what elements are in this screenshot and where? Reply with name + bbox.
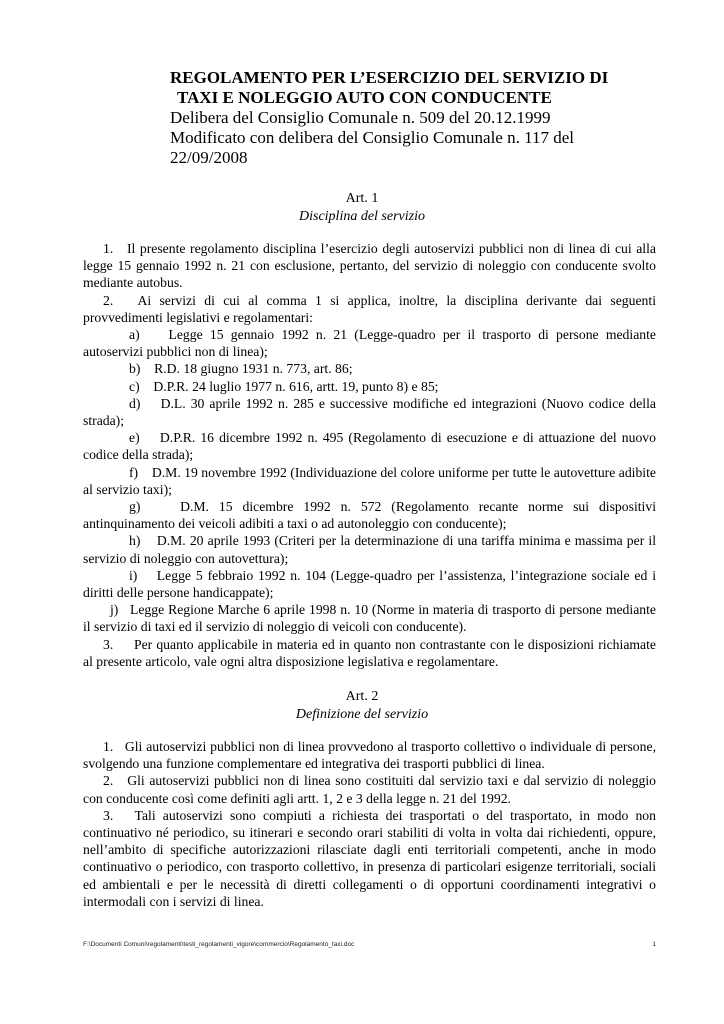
article-1-list-item: g) D.M. 15 dicembre 1992 n. 572 (Regolamento recante norme sui dispositivi antinquinamento dei veicoli adibiti a taxi o ad autonoleggio con conducente);: [83, 499, 656, 532]
document-title-line2: TAXI E NOLEGGIO AUTO CON CONDUCENTE: [177, 88, 552, 107]
article-1-number: Art. 1: [345, 191, 379, 206]
article-2-number: Art. 2: [345, 689, 379, 704]
article-2-paragraph: 2. Gli autoservizi pubblici non di linea sono costituiti dal servizio taxi e dal servizio di noleggio con conducente così come definiti agli artt. 1, 2 e 3 della legge n. 21 del 1992.: [83, 773, 656, 806]
article-1-heading: [0, 190, 724, 226]
page-number: 1: [652, 941, 656, 948]
document-title-line1: REGOLAMENTO PER L’ESERCIZIO DEL SERVIZIO DI: [170, 68, 609, 87]
file-path: F:\Documenti Comuni\regolamenti\testi_regolamenti_vigore\commercio\Regolamento_taxi.doc: [83, 941, 355, 948]
article-1-list-item: i) Legge 5 febbraio 1992 n. 104 (Legge-quadro per l’assistenza, l’integrazione sociale ed i diritti delle persone handicappate);: [83, 567, 656, 601]
document-header: [170, 68, 630, 168]
article-1-name: Disciplina del servizio: [299, 209, 425, 224]
article-1-body: [83, 240, 656, 670]
article-1-list-item: a) Legge 15 gennaio 1992 n. 21 (Legge-quadro per il trasporto di persone mediante autoservizi pubblici non di linea);: [83, 327, 656, 360]
article-2-paragraph: 3. Tali autoservizi sono compiuti a richiesta dei trasportati o del trasportato, in modo non continuativo né periodico, su itinerari e secondo orari stabiliti di volta in volta dai richiedenti, oppure, nell’ambito di specifiche autorizzazioni rilasciate dagli enti territoriali competenti, anche in modo continuativo o periodico, con trasporto collettivo, in presenza di particolari esigenze territoriali, sociali ed ambientali e per le necessità di diretti collegamenti o di opportuni coordinamenti integrativi o intermodali con i servizi di linea.: [83, 807, 656, 909]
deliberation-line1: Delibera del Consiglio Comunale n. 509 del 20.12.1999: [170, 108, 551, 127]
deliberation-line2: Modificato con delibera del Consiglio Comunale n. 117 del: [170, 128, 574, 147]
article-1-list-item: j) Legge Regione Marche 6 aprile 1998 n. 10 (Norme in materia di trasporto di persone mediante il servizio di taxi ed il servizio di noleggio di veicoli con conducente).: [83, 602, 656, 635]
article-1-list-item: d) D.L. 30 aprile 1992 n. 285 e successive modifiche ed integrazioni (Nuovo codice della strada);: [83, 395, 656, 429]
article-1-list-item: b) R.D. 18 giugno 1931 n. 773, art. 86;: [129, 361, 353, 377]
article-1-list-item: e) D.P.R. 16 dicembre 1992 n. 495 (Regolamento di esecuzione e di attuazione del nuovo codice della strada);: [83, 430, 656, 463]
article-2-paragraph: 1. Gli autoservizi pubblici non di linea provvedono al trasporto collettivo o individuale di persone, svolgendo una funzione complementare ed integrativa dei trasporti pubblici di linea.: [83, 739, 656, 772]
article-1-list-item: f) D.M. 19 novembre 1992 (Individuazione del colore uniforme per tutte le autovetture adibite al servizio taxi);: [83, 464, 656, 497]
article-1-paragraph: 3. Per quanto applicabile in materia ed in quanto non contrastante con le disposizioni richiamate al presente articolo, vale ogni altra disposizione legislativa e regolamentare.: [83, 636, 656, 669]
article-1-paragraph: 1. Il presente regolamento disciplina l’esercizio degli autoservizi pubblici non di linea di cui alla legge 15 gennaio 1992 n. 21 con esclusione, pertanto, del servizio di noleggio con conducente svolto mediante autobus.: [83, 241, 656, 291]
article-1-list-item: c) D.P.R. 24 luglio 1977 n. 616, artt. 19, punto 8) e 85;: [129, 378, 439, 394]
article-1-list-item: h) D.M. 20 aprile 1993 (Criteri per la determinazione di una tariffa minima e massima per il servizio di noleggio con autovettura);: [83, 533, 656, 566]
article-2-body: [83, 738, 656, 910]
article-2-name: Definizione del servizio: [295, 707, 429, 722]
deliberation-line3: 22/09/2008: [170, 148, 248, 167]
article-2-heading: [0, 688, 724, 724]
article-1-paragraph: 2. Ai servizi di cui al comma 1 si applica, inoltre, la disciplina derivante dai seguenti provvedimenti legislativi e regolamentari:: [83, 292, 656, 325]
